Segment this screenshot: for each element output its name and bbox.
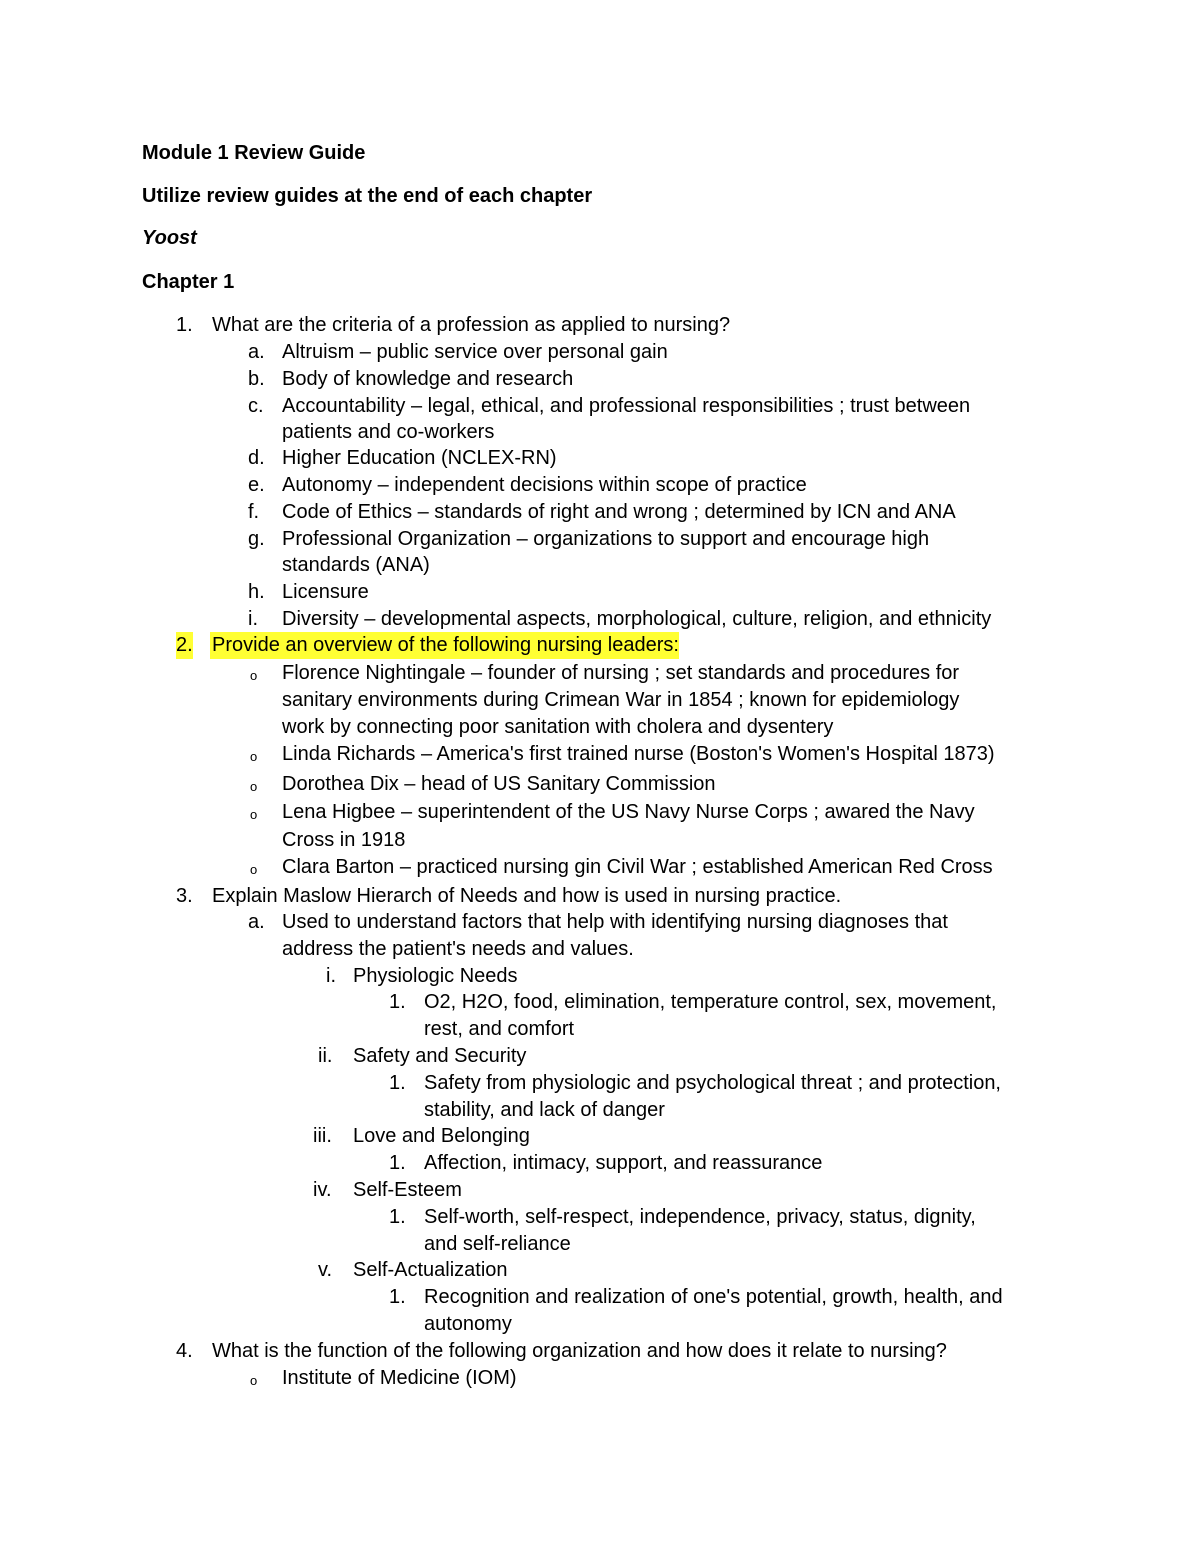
chapter-heading: Chapter 1 [142,271,235,293]
question-text: What is the function of the following organization and how does it relate to nursing? [212,1340,947,1362]
question-text-highlighted: Provide an overview of the following nursing leaders: [210,632,679,659]
question-text: What are the criteria of a profession as applied to nursing? [212,314,731,336]
page-subtitle: Utilize review guides at the end of each chapter [142,185,593,207]
bullet-icon: o [250,668,258,683]
bullet-icon: o [250,749,258,764]
page-title: Module 1 Review Guide [142,142,366,164]
author-heading: Yoost [142,227,197,249]
bullet-icon: o [250,779,258,794]
question-number: 3. [176,885,193,907]
bullet-icon: o [250,1373,258,1388]
bullet-icon: o [250,862,258,877]
question-number: 1. [176,314,193,336]
question-text: Explain Maslow Hierarch of Needs and how is used in nursing practice. [212,885,842,907]
bullet-icon: o [250,807,258,822]
question-number: 2. [176,632,193,659]
question-number: 4. [176,1340,193,1362]
document-page: Module 1 Review Guide Utilize review guides at the end of each chapter Yoost Chapter 1 1. What are the criteria of a profession as applied to nursing? a. Altruism – public service over personal gain b. Body of knowledge and research c. Accountability – legal, ethical, and professional responsibilities ; trust between patients and co-workers d. Higher Education (NCLEX-RN) e. Autonomy – independent decisions within scope of practice f. Code of Ethics – standards of right and wrong ; determined by ICN and ANA g. Professional Organization – organizations to support and encourage high standards (ANA) h. Licensure i. Diversity – developmental aspects, morphological, culture, religion, and ethnicity 2. Provide an overview of the following nursing leaders: o Florence Nightingale – founder of nursing ; set standards and procedures for sanitary environments during Crimean War in 1854 ; known for epidemiology work by connecting poor sanitation with cholera and dysentery o Linda Richards – America's first trained nurse (Boston's Women's Hospital 1873) o Dorothea Dix – head of US Sanitary Commission o Lena Higbee – superintendent of the US Navy Nurse Corps ; awared the Navy Cross in 1918 o Clara Barton – practiced nursing gin Civil War ; established American Red Cross 3. Explain Maslow Hierarch of Needs and how is used in nursing practice. a. Used to understand factors that help with identifying nursing diagnoses that address the patient's needs and values. i. Physiologic Needs 1. O2, H2O, food, elimination, temperature control, sex, movement, rest, and comfort ii. Safety and Security 1. Safety from physiologic and psychological threat ; and protection, stability, and lack of danger iii. Love and Belonging 1. Affection, intimacy, support, and reassurance iv. Self-Esteem 1. Self-worth, self-respect, independence, privacy, status, dignity, and self-reliance v. Self-Actualization 1. Recognition and realization of one's potential, growth, health, and autonomy 4. What is the function of the following organization and how does it relate to nursing? o Institute of Medicine (IOM) [0,0,1200,1553]
